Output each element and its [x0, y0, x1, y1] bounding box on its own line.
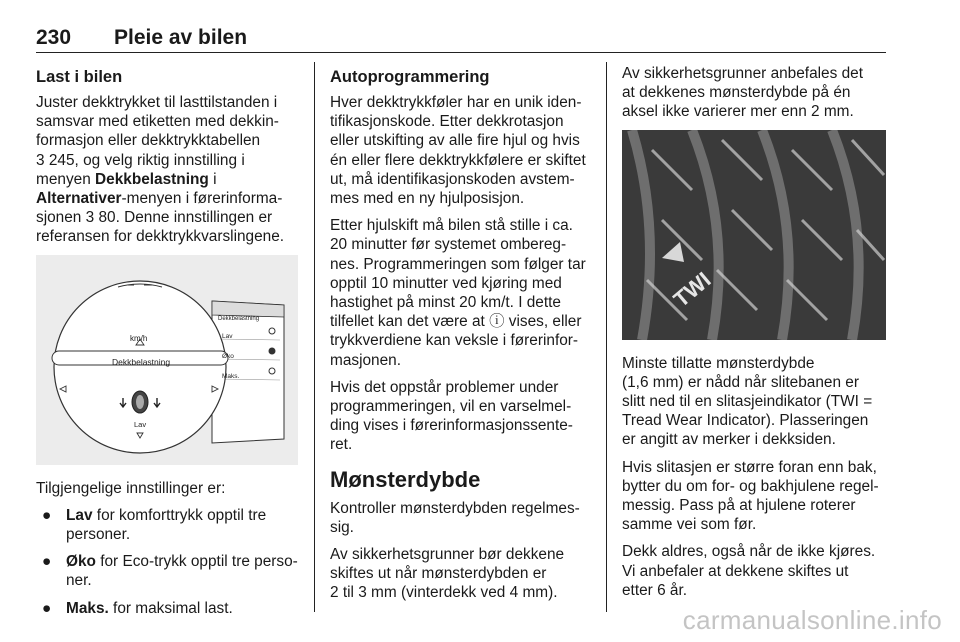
paragraph: Hvis slitasjen er større foran enn bak, bytter du om for- og bakhjulene regel- messig. Pass på at hjulene roterer samme vei som før. — [622, 458, 879, 534]
column-divider-1 — [314, 62, 315, 612]
section-title-autoprogramming: Autoprogrammering — [330, 68, 490, 86]
tire-tread-illustration — [622, 130, 886, 340]
paragraph: Dekk aldres, også når de ikke kjøres. Vi anbefaler at dekkene skiftes ut etter 6 år. — [622, 543, 876, 599]
column-1 — [36, 64, 298, 626]
text-line: menyen Dekkbelastning i — [36, 170, 217, 188]
text-line: Alternativer-menyen i førerinforma- — [36, 190, 283, 208]
menu-name-options: Alternativer — [36, 190, 122, 208]
list-item: ● Lav for komforttrykk opptil tre personer. — [42, 506, 267, 544]
driver-info-figure — [36, 255, 298, 465]
page-reference-link[interactable]: 3 245, og velg riktig innstilling i — [36, 151, 245, 169]
text-line: formasjon eller dekktrykktabellen — [36, 132, 261, 150]
settings-list — [36, 506, 298, 618]
twi-label: TWI — [668, 266, 716, 312]
speed-unit-label: km/h — [130, 333, 148, 343]
text-line: Juster dekktrykket til lasttilstanden i — [36, 94, 278, 111]
paragraph: Hvis det oppstår problemer under programmeringen, vil en varselmel- ding vises i førerinformasjonssente- ret. — [330, 378, 573, 454]
paragraph: Etter hjulskift må bilen stå stille i ca. 20 minutter før systemet ombereg- nes. Programmeringen som følger tar opptil 10 minutter ved kjøring med hastighet på minst 20 km/t. I dette tilfellet kan det være at ⓘ vises, eller trykkverdiene kan veksle i førerinfor- masjonen. — [330, 217, 586, 369]
section-title-load: Last i bilen — [36, 68, 123, 86]
header-divider — [36, 52, 886, 53]
menu-item-eco: Øko — [222, 352, 234, 360]
paragraph: Av sikkerhetsgrunner anbefales det at dekkenes mønsterdybde på én aksel ikke varierer mer enn 2 mm. — [622, 65, 863, 121]
column-3 — [622, 64, 886, 608]
menu-item-max: Maks. — [222, 372, 240, 380]
paragraph: Av sikkerhetsgrunner bør dekkene skiftes ut når mønsterdybden er 2 til 3 mm (vinterdekk ved 4 mm). — [330, 546, 565, 602]
menu-item-low: Lav — [222, 332, 233, 340]
text-line: samsvar med etiketten med dekkin- — [36, 113, 279, 131]
load-paragraph — [36, 93, 298, 247]
watermark: carmanualsonline.info — [682, 605, 942, 635]
paragraph: Minste tillatte mønsterdybde (1,6 mm) er nådd når slitebanen er slitt ned til en slitasjeindikator (TWI = Tread Wear Indicator). Plasseringen er angitt av merker i dekksiden. — [622, 354, 873, 449]
page-header — [36, 22, 886, 52]
paragraph: Kontroller mønsterdybden regelmes- sig. — [330, 499, 580, 536]
tire-load-bar-label: Dekkbelastning — [112, 356, 171, 367]
list-item: ● Maks. for maksimal last. — [42, 599, 233, 617]
knob-setting-label: Lav — [134, 419, 147, 429]
text-line: sjonen 3 80. Denne innstillingen er — [36, 209, 273, 227]
menu-name-tire-load: Dekkbelastning — [95, 170, 209, 188]
paragraph: Hver dekktrykkføler har en unik iden- tifikasjonskode. Etter dekkrotasjon eller utskifting av alle fire hjul og hvis én eller flere dekktrykkfølere er skiftet ut, må identifikasjonskoden avstem- mes med en ny hjulposisjon. — [330, 94, 586, 208]
tire-tread-photo — [622, 130, 886, 340]
section-title-tread-depth: Mønsterdybde — [330, 466, 481, 492]
settings-intro: Tilgjengelige innstillinger er: — [36, 479, 226, 497]
text-line: referansen for dekktrykkvarslingene. — [36, 228, 285, 246]
column-divider-2 — [606, 62, 607, 612]
menu-title: Dekkbelastning — [218, 315, 260, 322]
chapter-title: Pleie av bilen — [114, 26, 248, 49]
page-number: 230 — [36, 26, 72, 49]
column-2 — [330, 64, 592, 611]
list-item: ● Øko for Eco-trykk opptil tre perso- ner. — [42, 553, 298, 590]
